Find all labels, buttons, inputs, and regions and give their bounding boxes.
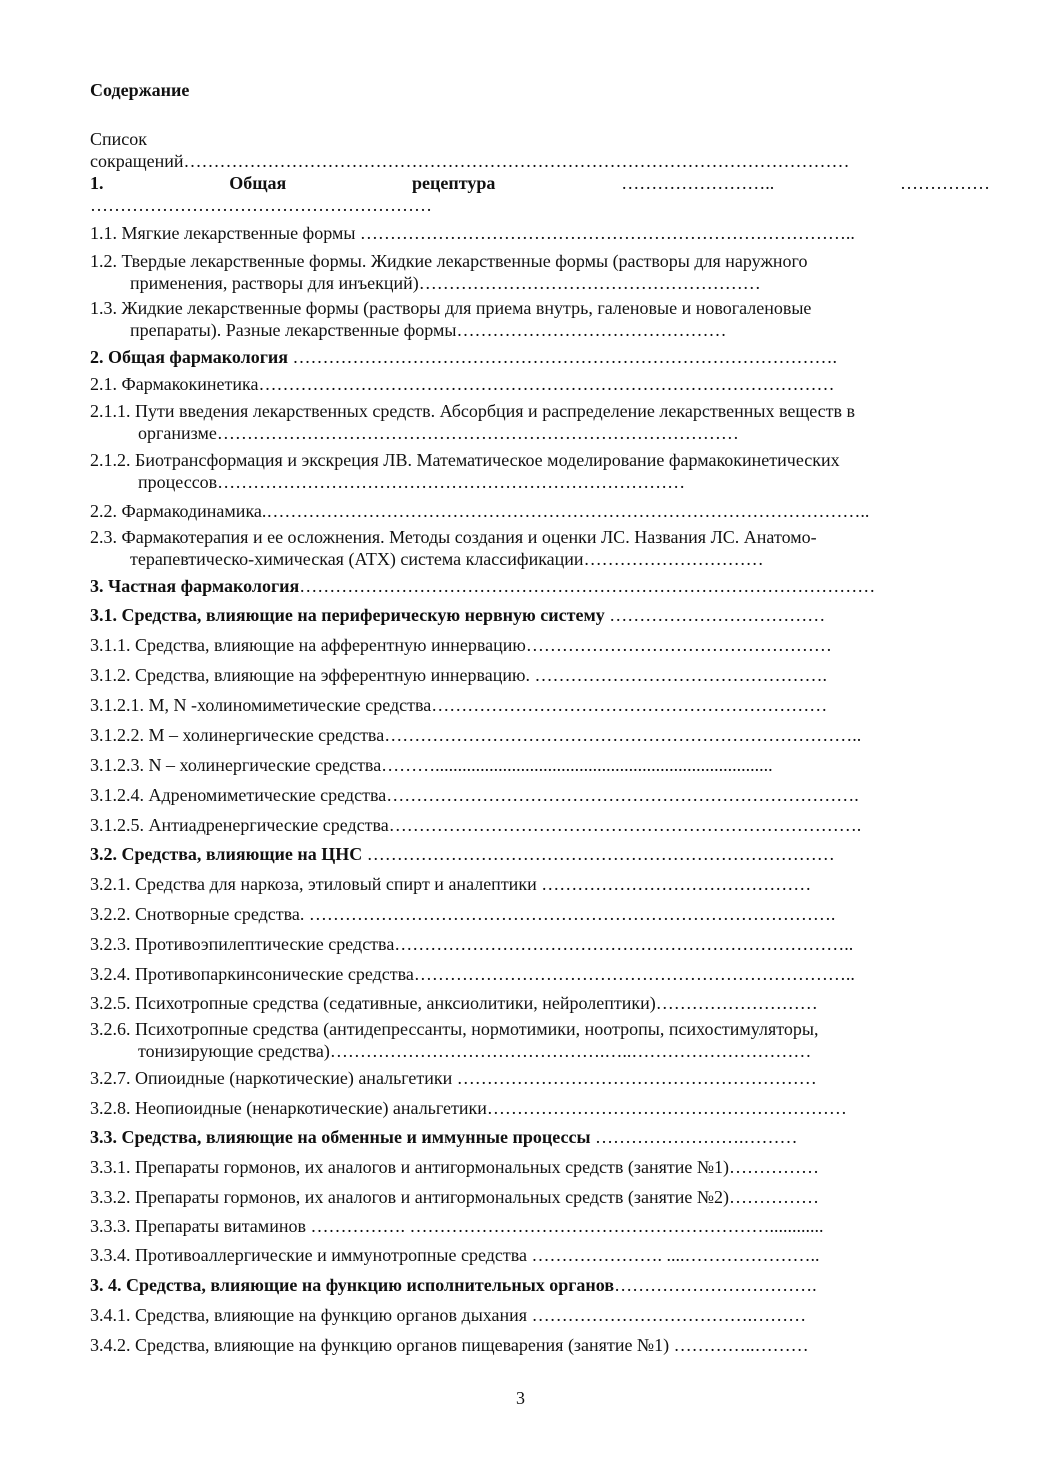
toc-entry-leader: …………………………………………………………………………………… <box>299 576 876 596</box>
toc-entry <box>90 604 990 626</box>
toc-entry-continuation: применения, растворы для инъекций)………………………………………………… <box>130 273 761 293</box>
toc-entry <box>90 1097 990 1119</box>
toc-entry <box>90 400 990 444</box>
toc-entry <box>90 634 990 656</box>
toc-entry-line: 3.2.2. Снотворные средства. ……………………………………………………………………………. <box>90 904 836 924</box>
toc-entry-line: 1.1. Мягкие лекарственные формы ……………………………………………………………………….. <box>90 223 855 243</box>
toc-entry-leader: ……………………………. <box>614 1275 817 1295</box>
toc-entry <box>90 784 990 806</box>
toc-entry-continuation: препараты). Разные лекарственные формы……………………………………… <box>130 320 727 340</box>
general-recipe-num: 1. <box>90 173 104 193</box>
toc-entry <box>90 724 990 746</box>
toc-entry <box>90 1274 990 1296</box>
toc-entry-line: 3.2.5. Психотропные средства (седативные, анксиолитики, нейролептики)……………………… <box>90 993 818 1013</box>
general-recipe-entry <box>90 172 990 194</box>
toc-entry <box>90 1018 990 1062</box>
toc-entry-title: 3. 4. Средства, влияющие на функцию исполнительных органов <box>90 1275 615 1295</box>
toc-heading: Содержание <box>90 80 190 100</box>
abbrev-line-2: сокращений………………………………………………………………………………………………… <box>90 151 850 171</box>
toc-entry <box>90 297 990 341</box>
toc-entry-title: 3.3. Средства, влияющие на обменные и иммунные процессы <box>90 1127 591 1147</box>
toc-entry-line: 2.1. Фармакокинетика…………………………………………………………………………………… <box>90 374 835 394</box>
toc-entry-continuation: организме…………………………………………………………………………… <box>138 423 739 443</box>
general-recipe-dots2: …………… <box>899 173 990 193</box>
toc-entry-line: 3.4.1. Средства, влияющие на функцию органов дыхания ……………………………….……… <box>90 1305 807 1325</box>
toc-entry <box>90 1215 990 1237</box>
toc-entry-title: 3. Частная фармакология <box>90 576 300 596</box>
toc-entry-continuation: терапевтическо-химическая (АТХ) система классификации………………………… <box>130 549 764 569</box>
abbrev-line-1: Список <box>90 129 148 149</box>
toc-entry-line: 3.2.4. Противопаркинсонические средства……………………………………………………………….. <box>90 964 855 984</box>
toc-entry-leader: ………………………………………………………………………………. <box>288 347 838 367</box>
toc-entry <box>90 500 990 522</box>
toc-entry-line: 1.2. Твердые лекарственные формы. Жидкие лекарственные формы (растворы для наружного <box>90 251 808 271</box>
table-of-contents <box>90 128 990 1356</box>
toc-entry <box>90 575 990 597</box>
toc-entry-line: 3.2.8. Неопиоидные (ненаркотические) анальгетики…………………………………………………… <box>90 1098 847 1118</box>
toc-entry-line: 3.3.4. Противоаллергические и иммунотропные средства …………………. ....………………….. <box>90 1245 820 1265</box>
toc-entry-line: 3.2.6. Психотропные средства (антидепрессанты, нормотимики, ноотропы, психостимуляторы, <box>90 1019 819 1039</box>
toc-entry <box>90 814 990 836</box>
toc-entry-title: 3.2. Средства, влияющие на ЦНС <box>90 844 363 864</box>
toc-entry <box>90 903 990 925</box>
toc-entry <box>90 754 990 776</box>
toc-entry-line: 3.3.3. Препараты витаминов ……………. ……………………………………………………............ <box>90 1216 824 1236</box>
toc-entry <box>90 1186 990 1208</box>
toc-entry-title: 2. Общая фармакология <box>90 347 289 367</box>
toc-entry-line <box>90 1274 990 1296</box>
toc-entry-line: 3.1.2.3. N – холинергические средства………........................................................................... <box>90 755 773 775</box>
toc-entry-line: 3.1.2.5. Антиадренергические средства……………………………………………………………………. <box>90 815 862 835</box>
toc-entry <box>90 664 990 686</box>
toc-entry <box>90 873 990 895</box>
toc-entry-line <box>90 575 990 597</box>
toc-entry <box>90 843 990 865</box>
toc-entry-leader: …………………….……… <box>590 1127 798 1147</box>
toc-entry <box>90 222 990 244</box>
toc-entry <box>90 1334 990 1356</box>
general-recipe-dots1: …………………….. <box>621 173 775 193</box>
toc-entry-continuation: процессов…………………………………………………………………… <box>138 472 686 492</box>
general-recipe-word1: Общая <box>229 173 287 193</box>
toc-entry-line <box>90 1126 990 1148</box>
toc-entry-continuation: тонизирующие средства)……………………………………….…..………………………… <box>138 1041 812 1061</box>
toc-entry-line: 3.1.2.2. M – холинергические средства…………………………………………………………………….. <box>90 725 862 745</box>
toc-entry <box>90 526 990 570</box>
toc-entries <box>90 222 990 1356</box>
toc-entry-line <box>90 346 990 368</box>
toc-entry <box>90 449 990 493</box>
toc-entry-line <box>90 843 990 865</box>
toc-entry-line: 3.2.1. Средства для наркоза, этиловый спирт и аналептики ……………………………………… <box>90 874 812 894</box>
toc-entry-line: 3.1.2. Средства, влияющие на эфферентную иннервацию. …………………………………………. <box>90 665 827 685</box>
toc-entry <box>90 933 990 955</box>
toc-entry <box>90 346 990 368</box>
general-recipe-word2: рецептура <box>412 173 496 193</box>
toc-entry-line <box>90 604 990 626</box>
toc-entry-line: 3.1.2.1. M, N -холиномиметические средства………………………………………………………… <box>90 695 828 715</box>
toc-entry-line: 3.2.3. Противоэпилептические средства………………………………………………………………….. <box>90 934 854 954</box>
toc-entry <box>90 373 990 395</box>
toc-entry <box>90 1156 990 1178</box>
toc-entry-leader: ……………………………… <box>604 605 826 625</box>
toc-entry <box>90 694 990 716</box>
toc-entry <box>90 1244 990 1266</box>
toc-entry <box>90 1067 990 1089</box>
toc-entry-line: 2.1.1. Пути введения лекарственных средств. Абсорбция и распределение лекарственных веществ в <box>90 401 855 421</box>
toc-entry-line: 3.1.1. Средства, влияющие на афферентную иннервацию…………………………………………… <box>90 635 832 655</box>
toc-entry-line: 3.3.2. Препараты гормонов, их аналогов и антигормональных средств (занятие №2)…………… <box>90 1187 820 1207</box>
toc-entry-line: 3.2.7. Опиоидные (наркотические) анальгетики …………………………………………………… <box>90 1068 817 1088</box>
toc-entry-line: 3.4.2. Средства, влияющие на функцию органов пищеварения (занятие №1) …………..……… <box>90 1335 809 1355</box>
toc-entry-line: 3.1.2.4. Адреномиметические средства……………………………………………………………………. <box>90 785 859 805</box>
toc-entry-leader: …………………………………………………………………… <box>362 844 835 864</box>
toc-entry-line: 2.2. Фармакодинамика.……………………………………………………………………………………….. <box>90 501 870 521</box>
toc-entry-line: 2.1.2. Биотрансформация и экскреция ЛВ. Математическое моделирование фармакокинетических <box>90 450 840 470</box>
page-number: 3 <box>516 1388 525 1408</box>
toc-entry <box>90 992 990 1014</box>
toc-entry-line: 2.3. Фармакотерапия и ее осложнения. Методы создания и оценки ЛС. Названия ЛС. Анатомо- <box>90 527 817 547</box>
toc-entry <box>90 250 990 294</box>
toc-entry <box>90 963 990 985</box>
toc-entry <box>90 1304 990 1326</box>
toc-entry-line: 1.3. Жидкие лекарственные формы (растворы для приема внутрь, галеновые и новогаленовые <box>90 298 812 318</box>
general-recipe-line2: ………………………………………………… <box>90 195 432 215</box>
toc-entry-line: 3.3.1. Препараты гормонов, их аналогов и антигормональных средств (занятие №1)…………… <box>90 1157 820 1177</box>
toc-entry-title: 3.1. Средства, влияющие на периферическую нервную систему <box>90 605 605 625</box>
toc-entry <box>90 1126 990 1148</box>
